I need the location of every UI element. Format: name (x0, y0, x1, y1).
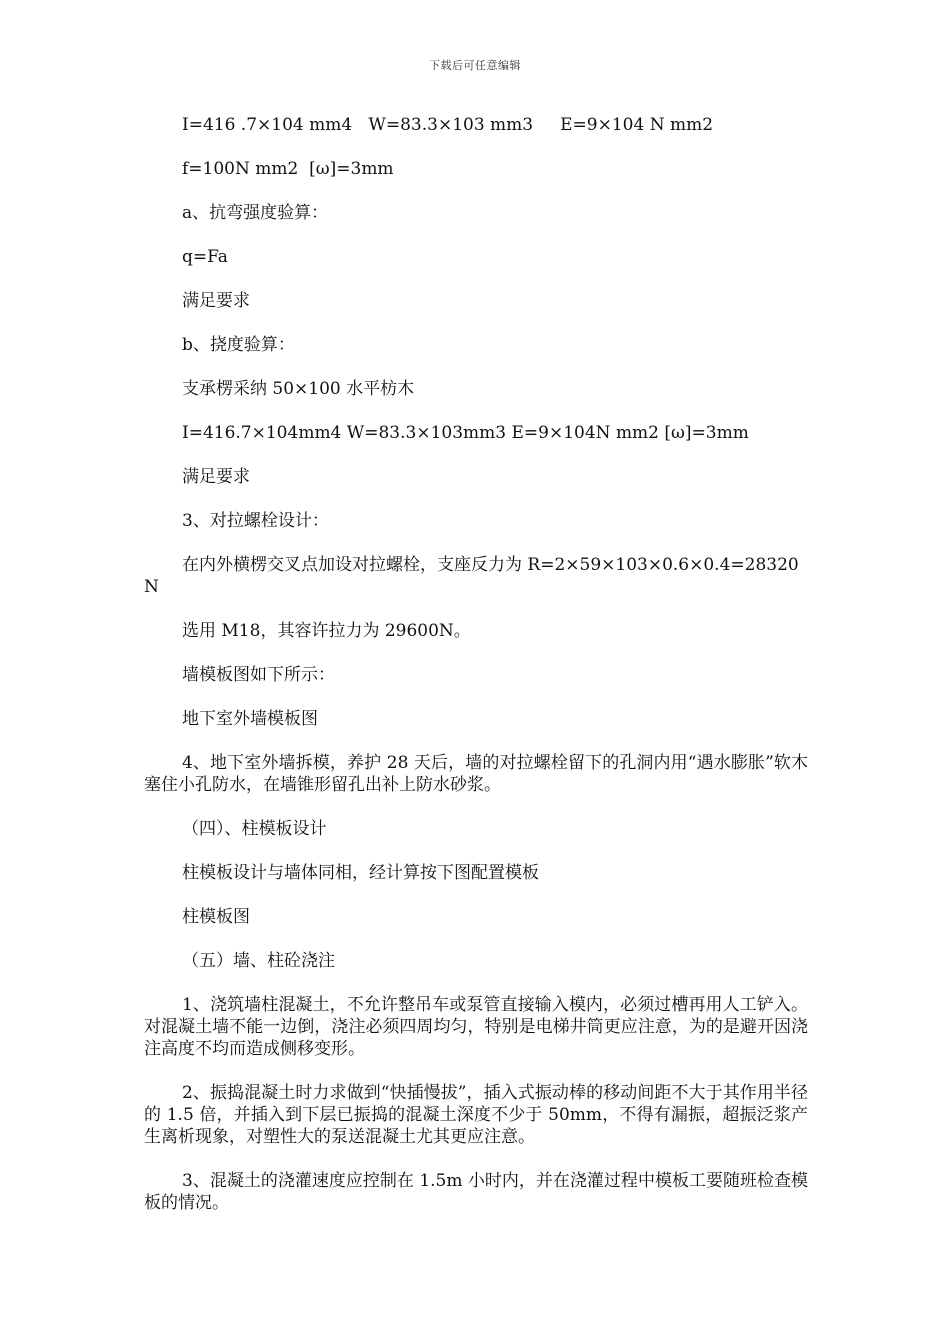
section-column-formwork: （四）、柱模板设计 (182, 819, 327, 839)
paragraph-support: 支承楞采纳 50×100 水平枋木 (182, 379, 415, 399)
paragraph-satisfied-2: 满足要求 (182, 467, 250, 487)
paragraph-formula-1: I=416 .7×104 mm4 W=83.3×103 mm3 E=9×104 N mm2 (182, 115, 714, 135)
paragraph-basement-formwork: 地下室外墙模板图 (182, 709, 318, 729)
paragraph-formula-3: I=416.7×104mm4 W=83.3×103mm3 E=9×104N mm2 [ω]=3mm (182, 423, 749, 443)
page-header: 下载后可任意编辑 (429, 59, 521, 72)
paragraph-column-figure: 柱模板图 (182, 907, 250, 927)
paragraph-pouring-1: 1、浇筑墙柱混凝土，不允许整吊车或泵管直接输入模内，必须过槽再用人工铲入。对混凝土墙不能一边倒，浇注必须四周均匀，特别是电梯井筒更应注意，为的是避开因浇注高度不均而造成侧移变形。 (144, 995, 808, 1059)
section-pouring: （五）墙、柱砼浇注 (182, 951, 335, 971)
paragraph-deflection-check: b、挠度验算： (182, 335, 295, 355)
paragraph-bolt-reaction: 在内外横楞交叉点加设对拉螺栓，支座反力为 R=2×59×103×0.6×0.4=28320N (144, 555, 799, 597)
paragraph-wall-formwork: 墙模板图如下所示： (182, 665, 335, 685)
paragraph-pouring-2: 2、振捣混凝土时力求做到“快插慢拔”，插入式振动棒的移动间距不大于其作用半径的 1.5 倍，并插入到下层已振捣的混凝土深度不少于 50mm，不得有漏振，超振泛浆产生离析现象，对塑性大的泵送混凝土尤其更应注意。 (144, 1083, 808, 1147)
paragraph-formula-2: f=100N mm2 [ω]=3mm (182, 159, 394, 179)
paragraph-bending-check: a、抗弯强度验算： (182, 203, 329, 223)
paragraph-q: q=Fa (182, 247, 228, 267)
paragraph-bolt-design: 3、对拉螺栓设计： (182, 511, 329, 531)
paragraph-pouring-3: 3、混凝土的浇灌速度应控制在 1.5m 小时内，并在浇灌过程中模板工要随班检查模板的情况。 (144, 1171, 808, 1213)
paragraph-m18: 选用 M18，其容许拉力为 29600N。 (182, 621, 471, 641)
paragraph-column-design: 柱模板设计与墙体同相，经计算按下图配置模板 (182, 863, 539, 883)
paragraph-satisfied-1: 满足要求 (182, 291, 250, 311)
document-body (144, 114, 808, 1214)
paragraph-demolding: 4、地下室外墙拆模，养护 28 天后，墙的对拉螺栓留下的孔洞内用“遇水膨胀”软木塞住小孔防水，在墙锥形留孔出补上防水砂浆。 (144, 753, 808, 795)
